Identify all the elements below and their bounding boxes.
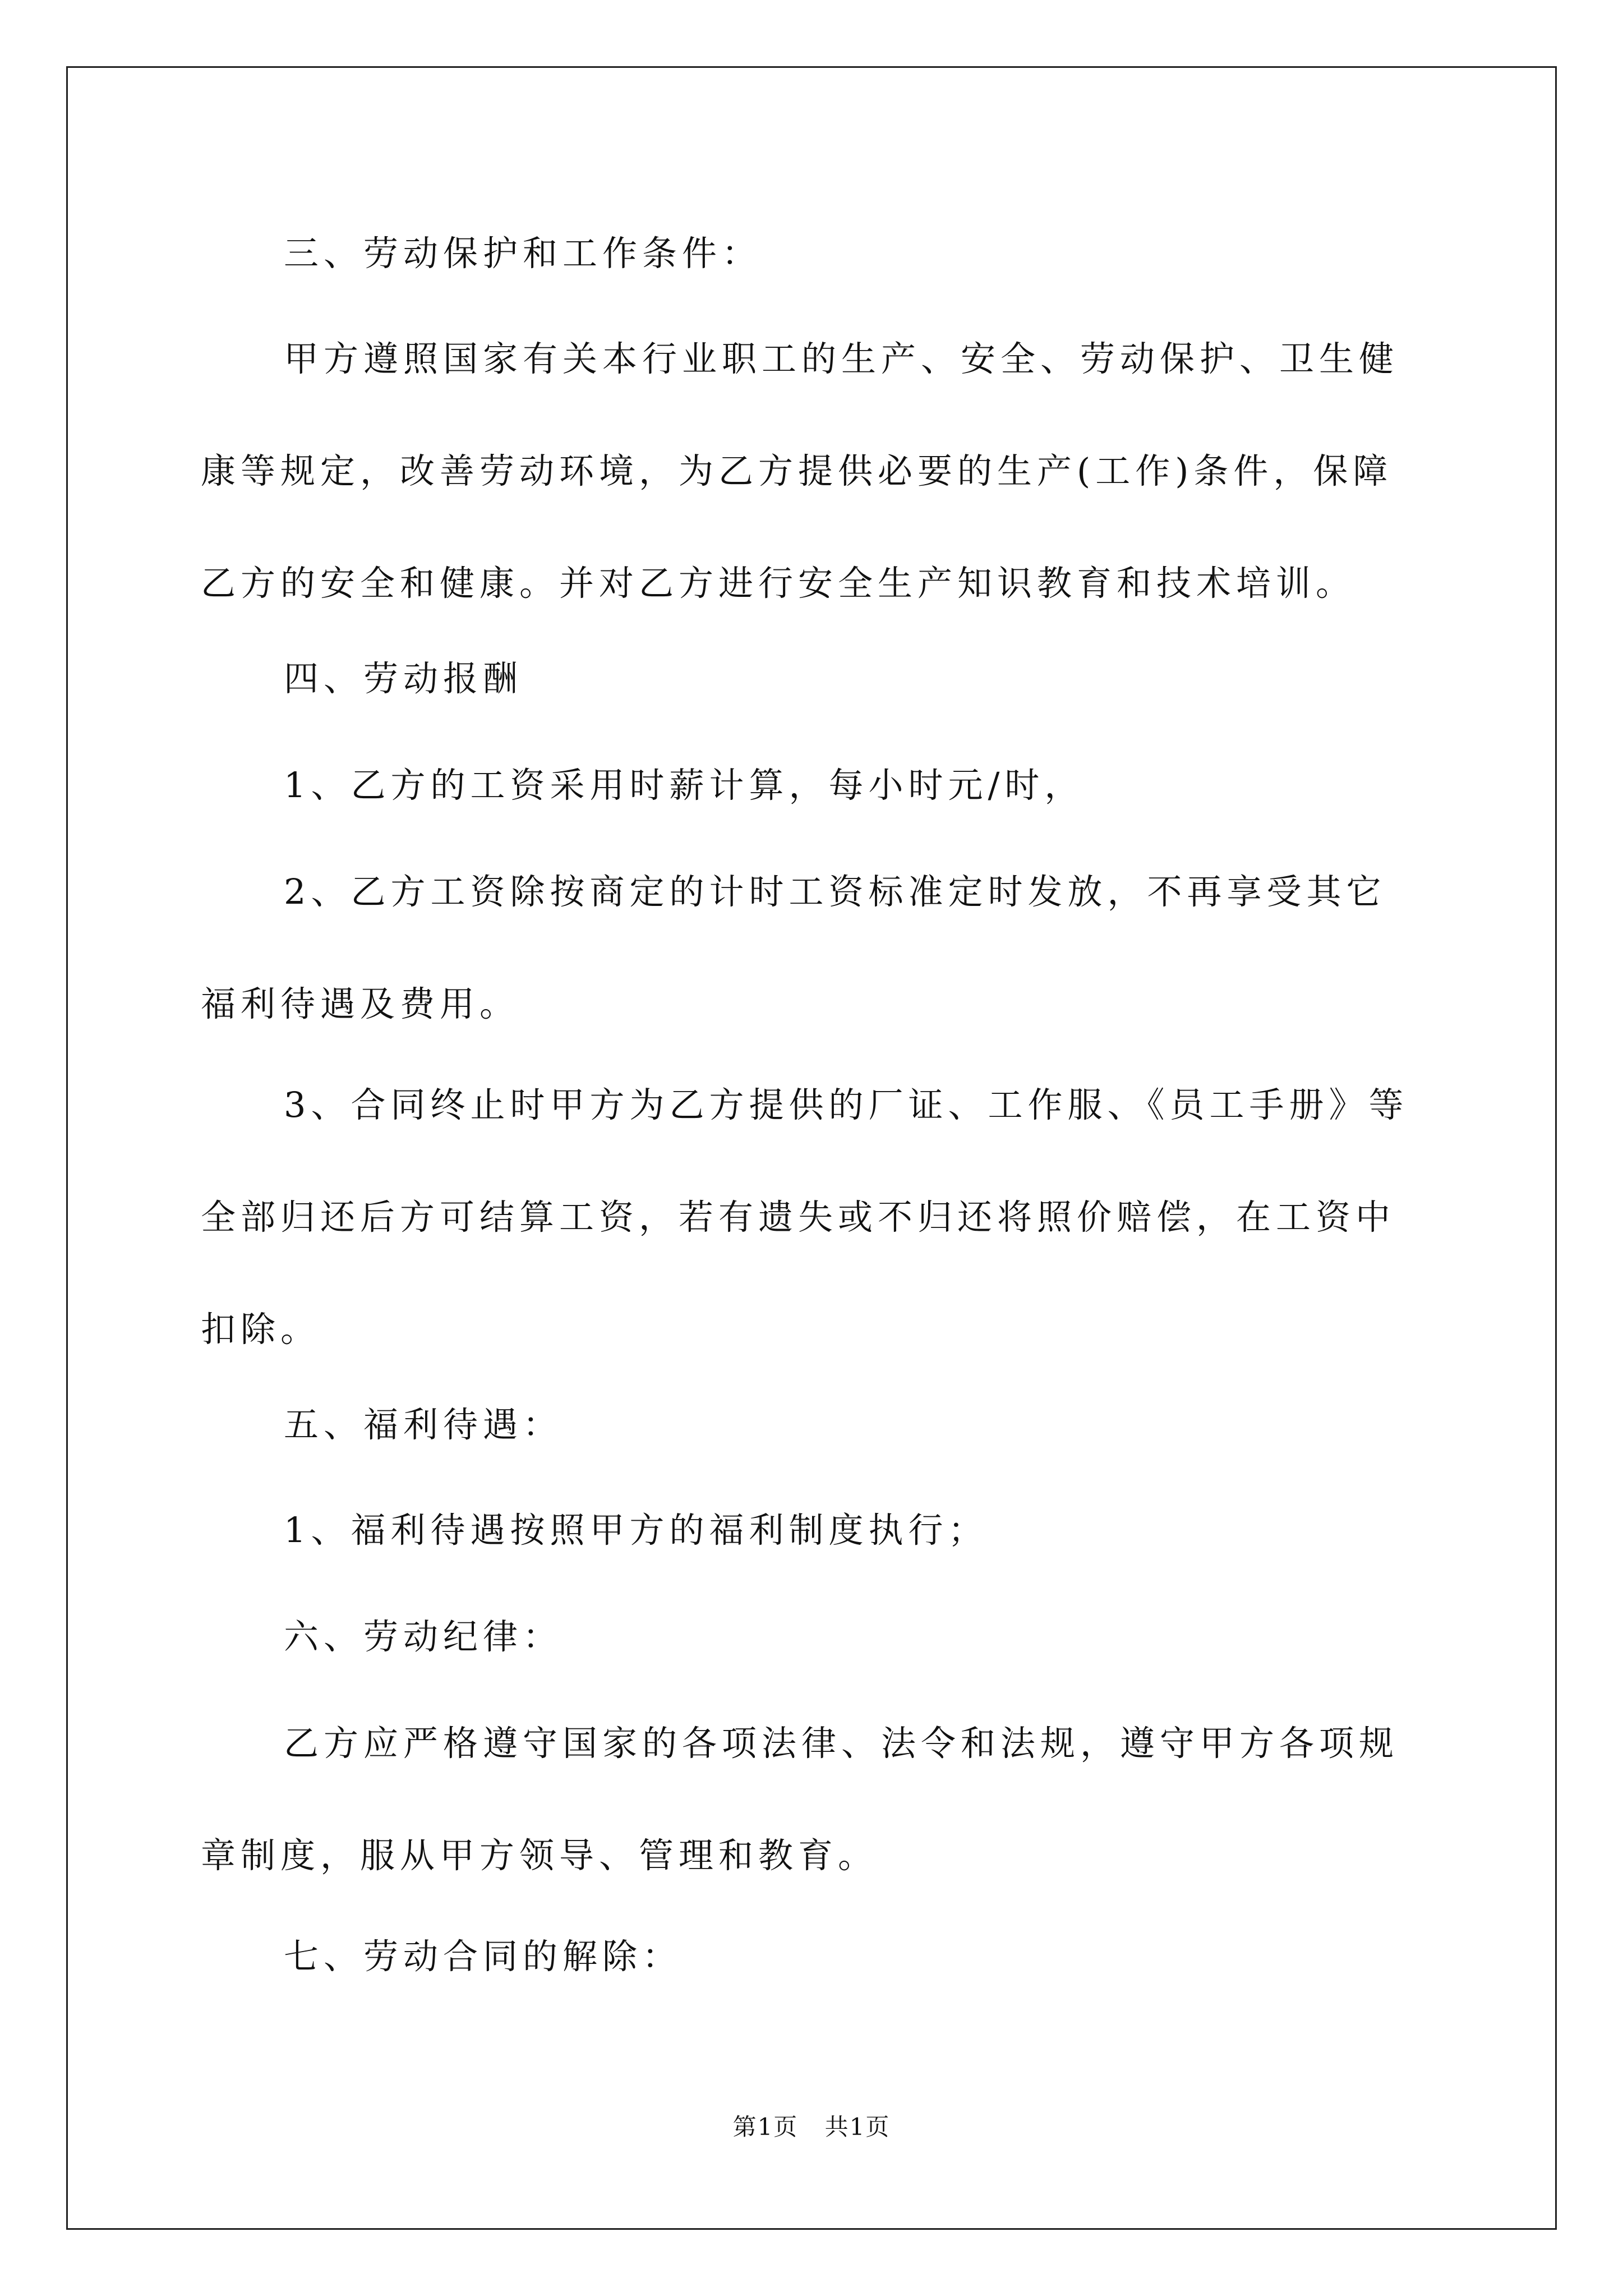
- section-heading-3: 三、劳动保护和工作条件：: [284, 233, 762, 274]
- section-heading-4: 四、劳动报酬: [284, 658, 523, 699]
- paragraph-wage-2: 2、乙方工资除按商定的计时工资标准定时发放，不再享受其它福利待遇及费用。: [201, 871, 1386, 1024]
- paragraph-labor-protection: 甲方遵照国家有关本行业职工的生产、安全、劳动保护、卫生健康等规定，改善劳动环境，为乙方提供必要的生产(工作)条件，保障乙方的安全和健康。并对乙方进行安全生产知识教育和技术培训。: [201, 338, 1399, 604]
- page-number: 第1页: [732, 2113, 799, 2141]
- section-heading-5: 五、福利待遇：: [284, 1404, 563, 1445]
- page-footer: [0, 2110, 1623, 2144]
- paragraph-wage-1: 1、乙方的工资采用时薪计算，每小时元/时，: [284, 765, 1085, 806]
- paragraph-discipline: 乙方应严格遵守国家的各项法律、法令和法规，遵守甲方各项规章制度，服从甲方领导、管理和教育。: [201, 1723, 1399, 1876]
- page-total: 共1页: [824, 2113, 891, 2141]
- section-heading-6: 六、劳动纪律：: [284, 1616, 563, 1657]
- paragraph-wage-3: 3、合同终止时甲方为乙方提供的厂证、工作服、《员工手册》等全部归还后方可结算工资，若有遗失或不归还将照价赔偿，在工资中扣除。: [201, 1084, 1409, 1350]
- paragraph-welfare-1: 1、福利待遇按照甲方的福利制度执行；: [284, 1510, 988, 1550]
- section-heading-7: 七、劳动合同的解除：: [284, 1936, 683, 1977]
